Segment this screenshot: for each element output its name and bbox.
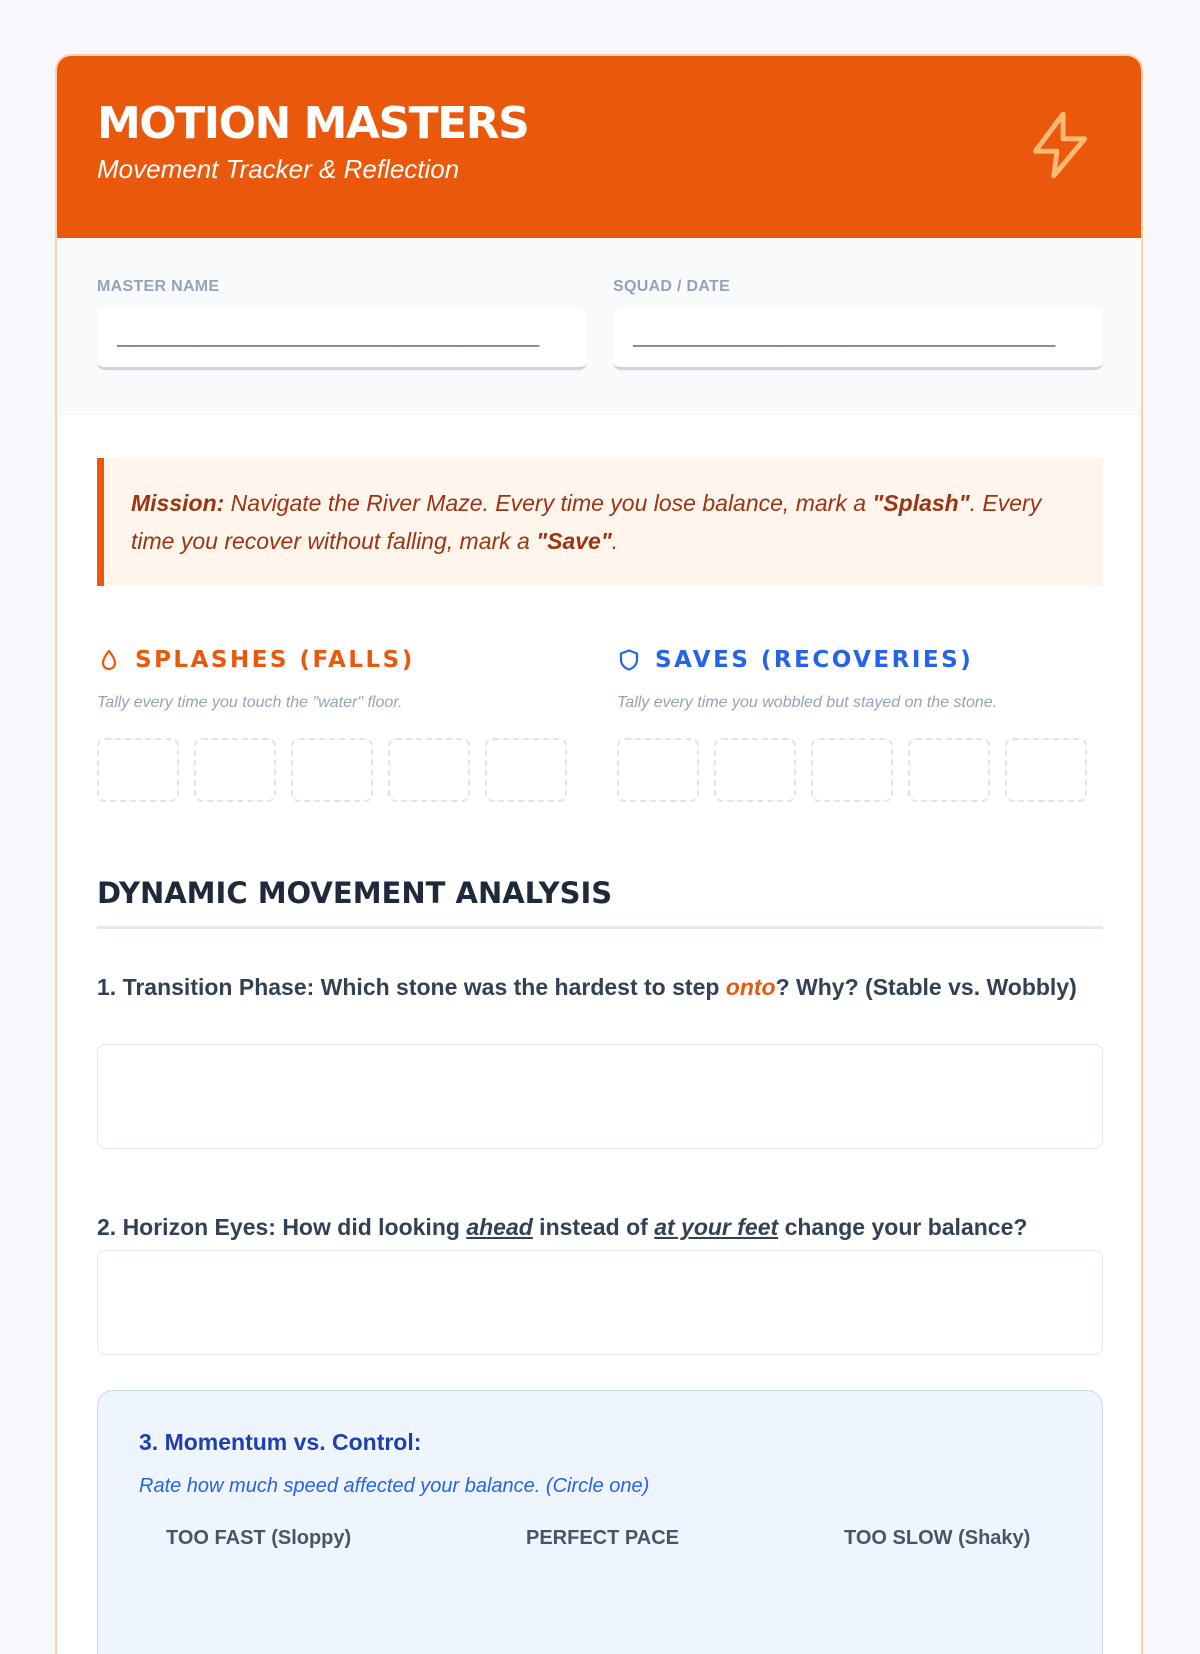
- saves-header: [617, 640, 1097, 680]
- saves-tally-boxes: [617, 738, 1097, 802]
- analysis-section-title: DYNAMIC MOVEMENT ANALYSIS: [97, 876, 1103, 929]
- saves-title: SAVES (RECOVERIES): [655, 647, 974, 673]
- splashes-tally: [97, 640, 577, 802]
- worksheet-card: [55, 54, 1143, 1654]
- mission-text-3: .: [611, 528, 619, 554]
- mission-text-1: Navigate the River Maze. Every time you lose balance, mark a: [224, 490, 873, 516]
- lightning-bolt-icon: [1023, 106, 1097, 184]
- q2-text-after: change your balance?: [778, 1214, 1028, 1240]
- master-name-input[interactable]: ________________________________: [97, 308, 587, 370]
- question-2: [97, 1210, 1103, 1244]
- q1-text-after: ? Why? (Stable vs. Wobbly): [775, 974, 1077, 1000]
- squad-date-label: SQUAD / DATE: [613, 278, 731, 295]
- master-name-label: MASTER NAME: [97, 278, 220, 295]
- q2-emphasis-feet: at your feet: [654, 1214, 779, 1240]
- option-too-fast[interactable]: TOO FAST (Sloppy): [166, 1527, 352, 1549]
- option-too-slow[interactable]: TOO SLOW (Shaky): [844, 1527, 1031, 1549]
- droplet-icon: [97, 647, 121, 673]
- momentum-rating-panel: [97, 1390, 1103, 1654]
- tally-box[interactable]: [617, 738, 699, 802]
- shield-icon: [617, 647, 641, 673]
- mission-save-term: "Save": [536, 528, 612, 554]
- option-perfect-pace[interactable]: PERFECT PACE: [526, 1527, 679, 1549]
- tally-box[interactable]: [485, 738, 567, 802]
- q1-emphasis: onto: [725, 974, 776, 1000]
- splashes-title: SPLASHES (FALLS): [135, 647, 415, 673]
- tally-box[interactable]: [714, 738, 796, 802]
- q2-answer-box[interactable]: [97, 1250, 1103, 1355]
- tally-box[interactable]: [291, 738, 373, 802]
- tally-box[interactable]: [97, 738, 179, 802]
- tally-box[interactable]: [811, 738, 893, 802]
- tally-box[interactable]: [1005, 738, 1087, 802]
- q1-text-before: 1. Transition Phase: Which stone was the hardest to step: [97, 974, 726, 1000]
- q3-title: 3. Momentum vs. Control:: [139, 1429, 422, 1455]
- student-info-section: [57, 238, 1141, 415]
- mission-label: Mission:: [131, 490, 225, 516]
- mission-text-2: . Every time you recover without falling, mark a: [131, 490, 1042, 554]
- splashes-note: Tally every time you touch the "water" floor.: [97, 694, 403, 711]
- page-subtitle: Movement Tracker & Reflection: [97, 154, 460, 184]
- q2-emphasis-ahead: ahead: [466, 1214, 533, 1240]
- tally-box[interactable]: [908, 738, 990, 802]
- page-title: MOTION MASTERS: [97, 98, 529, 149]
- q1-answer-box[interactable]: [97, 1044, 1103, 1149]
- q3-subtitle: Rate how much speed affected your balance. (Circle one): [139, 1475, 650, 1497]
- saves-note: Tally every time you wobbled but stayed on the stone.: [617, 694, 998, 711]
- mission-callout: [97, 458, 1103, 586]
- splashes-header: [97, 640, 577, 680]
- saves-tally: [617, 640, 1097, 802]
- mission-splash-term: "Splash": [872, 490, 970, 516]
- master-name-field: [97, 278, 587, 370]
- q2-text-middle: instead of: [532, 1214, 655, 1240]
- question-1: [97, 970, 1103, 1004]
- q2-text-before: 2. Horizon Eyes: How did looking: [97, 1214, 467, 1240]
- header-banner: [57, 56, 1141, 238]
- tally-box[interactable]: [194, 738, 276, 802]
- splashes-tally-boxes: [97, 738, 577, 802]
- squad-date-field: [613, 278, 1103, 370]
- squad-date-input[interactable]: ________________________________: [613, 308, 1103, 370]
- tally-box[interactable]: [388, 738, 470, 802]
